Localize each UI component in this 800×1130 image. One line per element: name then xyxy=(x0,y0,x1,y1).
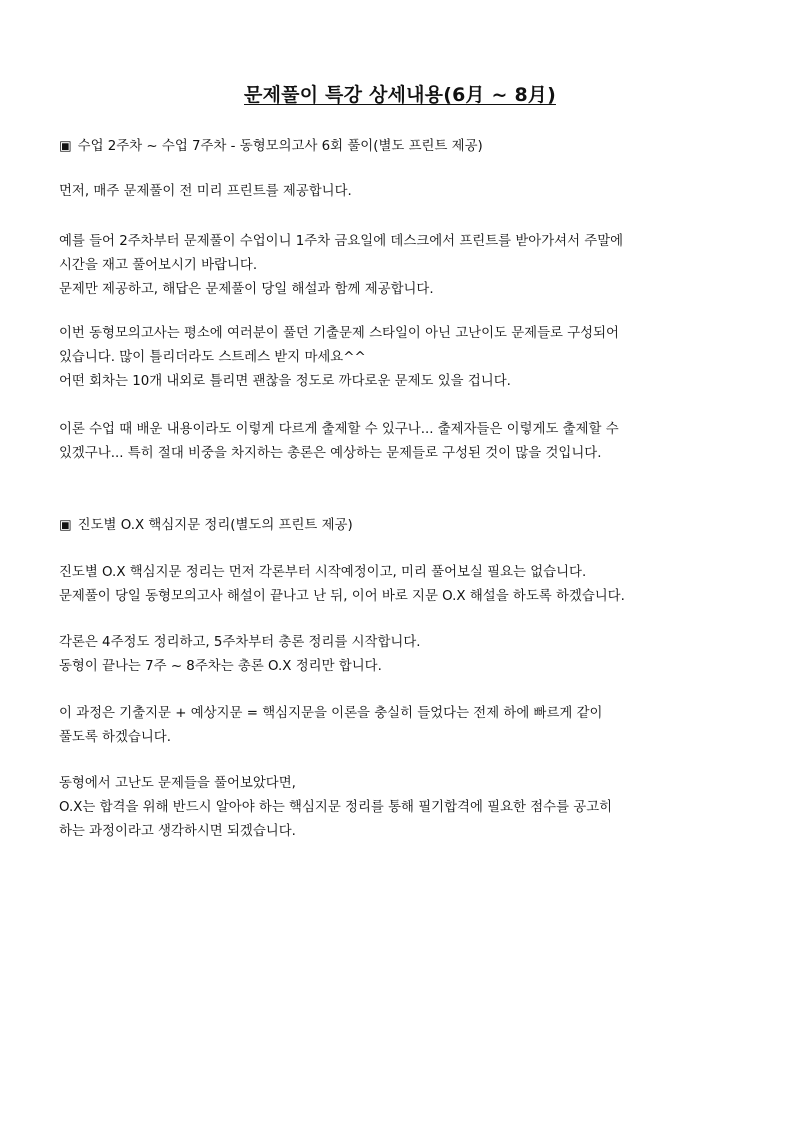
text-line: 먼저, 매주 문제풀이 전 미리 프린트를 제공합니다. xyxy=(59,184,352,199)
page-title: 문제풀이 특강 상세내용(6月 ~ 8月) xyxy=(244,84,556,106)
text-line: 문제만 제공하고, 해답은 문제풀이 당일 해설과 함께 제공합니다. xyxy=(59,282,434,297)
section1-heading xyxy=(59,135,483,159)
section2-heading-text: 진도별 O.X 핵심지문 정리(별도의 프린트 제공) xyxy=(77,518,353,533)
section1-paragraph-1 xyxy=(59,180,749,204)
text-line: 이번 동형모의고사는 평소에 여러분이 풀던 기출문제 스타일이 아닌 고난이도 문제들로 구성되어 xyxy=(59,326,619,341)
text-line: 있겠구나... 특히 절대 비중을 차지하는 총론은 예상하는 문제들로 구성된 것이 많을 것입니다. xyxy=(59,446,602,461)
square-bullet-icon: ▣ xyxy=(59,139,72,154)
section1-heading-text: 수업 2주차 ~ 수업 7주차 - 동형모의고사 6회 풀이(별도 프린트 제공) xyxy=(77,139,483,154)
section2-paragraph-1 xyxy=(59,561,749,609)
section2-paragraph-4 xyxy=(59,772,749,844)
section2-heading xyxy=(59,514,353,538)
text-line: 있습니다. 많이 틀리더라도 스트레스 받지 마세요^^ xyxy=(59,350,366,365)
text-line: 시간을 재고 풀어보시기 바랍니다. xyxy=(59,258,258,273)
text-line: 이론 수업 때 배운 내용이라도 이렇게 다르게 출제할 수 있구나... 출제자들은 이렇게도 출제할 수 xyxy=(59,422,619,437)
text-line: 동형에서 고난도 문제들을 풀어보았다면, xyxy=(59,776,296,791)
text-line: 각론은 4주정도 정리하고, 5주차부터 총론 정리를 시작합니다. xyxy=(59,635,421,650)
section2-paragraph-2 xyxy=(59,631,749,679)
text-line: 예를 들어 2주차부터 문제풀이 수업이니 1주차 금요일에 데스크에서 프린트를 받아가셔서 주말에 xyxy=(59,234,624,249)
section1-paragraph-4 xyxy=(59,418,749,466)
section2-paragraph-3 xyxy=(59,702,749,750)
text-line: 문제풀이 당일 동형모의고사 해설이 끝나고 난 뒤, 이어 바로 지문 O.X 해설을 하도록 하겠습니다. xyxy=(59,589,625,604)
text-line: 풀도록 하겠습니다. xyxy=(59,730,171,745)
text-line: O.X는 합격을 위해 반드시 알아야 하는 핵심지문 정리를 통해 필기합격에 필요한 점수를 공고히 xyxy=(59,800,613,815)
square-bullet-icon: ▣ xyxy=(59,518,72,533)
text-line: 동형이 끝나는 7주 ~ 8주차는 총론 O.X 정리만 합니다. xyxy=(59,659,382,674)
section1-paragraph-2 xyxy=(59,230,749,302)
section1-paragraph-3 xyxy=(59,322,749,394)
text-line: 어떤 회차는 10개 내외로 틀리면 괜찮을 정도로 까다로운 문제도 있을 겁니다. xyxy=(59,374,511,389)
text-line: 진도별 O.X 핵심지문 정리는 먼저 각론부터 시작예정이고, 미리 풀어보실 필요는 없습니다. xyxy=(59,565,587,580)
text-line: 이 과정은 기출지문 + 예상지문 = 핵심지문을 이론을 충실히 들었다는 전제 하에 빠르게 같이 xyxy=(59,706,603,721)
text-line: 하는 과정이라고 생각하시면 되겠습니다. xyxy=(59,824,296,839)
